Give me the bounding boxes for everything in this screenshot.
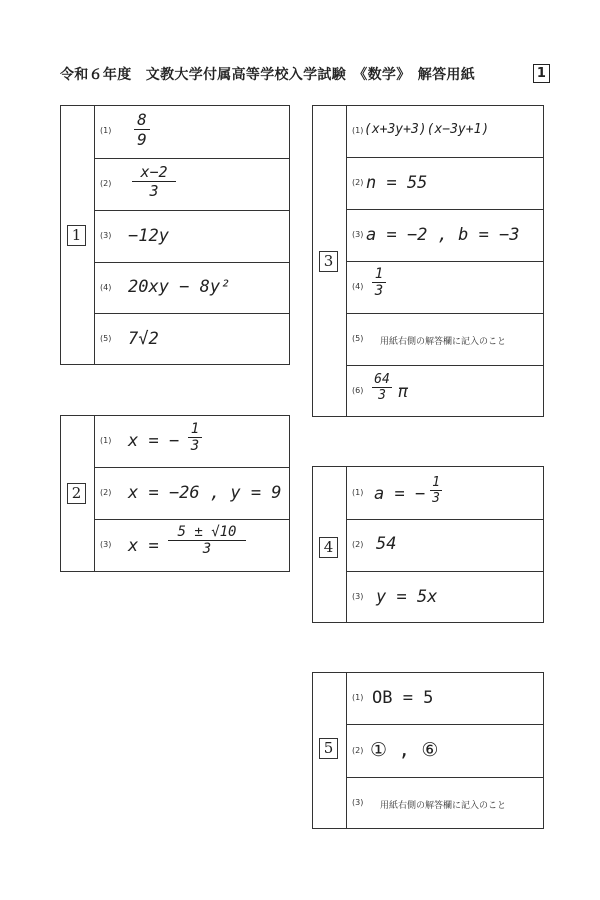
s3-label-2: (2) xyxy=(352,178,364,187)
s4-a1-denominator: 3 xyxy=(432,491,440,506)
s3-label-3: (3) xyxy=(352,230,364,239)
s2-row-3 xyxy=(94,520,289,573)
s3-answer-5-note: 用紙右側の解答欄に記入のこと xyxy=(380,337,507,347)
section-3-number-column xyxy=(313,106,347,416)
section-2-number: 2 xyxy=(67,483,86,504)
s3-label-5: (5) xyxy=(352,334,364,343)
section-2-number-column xyxy=(61,416,95,571)
s4-row-3 xyxy=(346,572,543,624)
s5-answer-2: ① , ⑥ xyxy=(370,739,439,761)
s2-a1-denominator: 3 xyxy=(190,438,200,454)
s1-answer-1 xyxy=(134,110,150,149)
page-title: 令和６年度 文教大学付属高等学校入学試験 《数学》 解答用紙 xyxy=(60,67,475,83)
s1-answer-2 xyxy=(132,163,176,200)
section-4-number-column xyxy=(313,467,347,622)
s3-answer-3: a = −2 , b = −3 xyxy=(366,225,520,245)
s3-a6-denominator: 3 xyxy=(378,388,386,403)
s1-label-2: (2) xyxy=(100,179,112,188)
s1-label-1: (1) xyxy=(100,126,112,135)
s3-row-6 xyxy=(346,366,543,418)
s2-label-1: (1) xyxy=(100,436,112,445)
s4-answer-3: y = 5x xyxy=(376,587,438,607)
s2-label-3: (3) xyxy=(100,540,112,549)
s3-answer-1: (x+3y+3)(x−3y+1) xyxy=(364,122,490,137)
s1-answer-4: 20xy − 8y² xyxy=(128,277,231,297)
section-4-box xyxy=(312,466,544,623)
s4-label-1: (1) xyxy=(352,488,364,497)
s3-a6-numerator: 64 xyxy=(374,372,390,387)
s5-label-1: (1) xyxy=(352,693,364,702)
s4-answer-2: 54 xyxy=(376,534,397,554)
s3-row-5 xyxy=(346,314,543,366)
s5-label-2: (2) xyxy=(352,746,364,755)
s3-answer-4-fraction xyxy=(372,266,386,299)
s1-label-5: (5) xyxy=(100,334,112,343)
s3-a6-suffix: π xyxy=(398,382,409,402)
section-2-box xyxy=(60,415,290,572)
s1-row-4 xyxy=(94,263,289,314)
s2-answer-2: x = −26 , y = 9 xyxy=(128,483,282,503)
s3-row-1 xyxy=(346,106,543,158)
s5-answer-3-note: 用紙右側の解答欄に記入のこと xyxy=(380,801,507,811)
s3-label-1: (1) xyxy=(352,126,364,135)
s2-answer-3-fraction xyxy=(168,524,246,557)
s3-row-4 xyxy=(346,262,543,314)
s3-row-3 xyxy=(346,210,543,262)
s1-label-4: (4) xyxy=(100,283,112,292)
s2-answer-1-fraction xyxy=(188,421,202,454)
s3-a4-numerator: 1 xyxy=(374,266,384,282)
s5-row-3 xyxy=(346,778,543,830)
s4-a1-numerator: 1 xyxy=(432,475,440,490)
s3-a4-denominator: 3 xyxy=(374,283,384,299)
s5-row-1 xyxy=(346,673,543,725)
s2-a1-numerator: 1 xyxy=(190,421,200,437)
section-1-number-column xyxy=(61,106,95,364)
s1-a2-denominator: 3 xyxy=(149,182,159,200)
s5-label-3: (3) xyxy=(352,798,364,807)
section-5-number: 5 xyxy=(319,738,338,759)
s5-answer-1: OB = 5 xyxy=(372,688,434,708)
s1-a1-numerator: 8 xyxy=(137,110,147,129)
s1-answer-5: 7√2 xyxy=(128,329,159,349)
header xyxy=(60,64,550,86)
s2-row-2 xyxy=(94,468,289,520)
s2-label-2: (2) xyxy=(100,488,112,497)
s4-label-2: (2) xyxy=(352,540,364,549)
s2-row-1 xyxy=(94,416,289,468)
s2-a3-prefix: x = xyxy=(128,536,159,556)
s1-row-3 xyxy=(94,211,289,263)
s1-row-1 xyxy=(94,106,289,159)
s4-a1-prefix: a = − xyxy=(374,484,426,504)
section-3-box xyxy=(312,105,544,417)
s1-row-5 xyxy=(94,314,289,366)
s4-row-1 xyxy=(346,467,543,520)
s4-label-3: (3) xyxy=(352,592,364,601)
section-5-number-column xyxy=(313,673,347,828)
s1-a1-denominator: 9 xyxy=(137,130,147,149)
s3-answer-2: n = 55 xyxy=(366,173,428,193)
s1-label-3: (3) xyxy=(100,231,112,240)
s4-answer-1-fraction xyxy=(430,475,442,506)
section-3-number: 3 xyxy=(319,251,338,272)
section-1-number: 1 xyxy=(67,225,86,246)
s3-row-2 xyxy=(346,158,543,210)
s5-row-2 xyxy=(346,725,543,778)
s2-a3-denominator: 3 xyxy=(202,541,212,557)
s1-a2-numerator: x−2 xyxy=(140,163,168,181)
s1-row-2 xyxy=(94,159,289,211)
s3-answer-6-fraction xyxy=(372,372,392,403)
section-1-box xyxy=(60,105,290,365)
s4-row-2 xyxy=(346,520,543,572)
section-5-box xyxy=(312,672,544,829)
s2-a3-numerator: 5 ± √10 xyxy=(177,524,237,540)
s3-label-6: (6) xyxy=(352,386,364,395)
s2-a1-prefix: x = − xyxy=(128,431,180,451)
page-number-box: 1 xyxy=(533,64,550,83)
section-4-number: 4 xyxy=(319,537,338,558)
s3-label-4: (4) xyxy=(352,282,364,291)
s1-answer-3: −12y xyxy=(128,226,169,246)
